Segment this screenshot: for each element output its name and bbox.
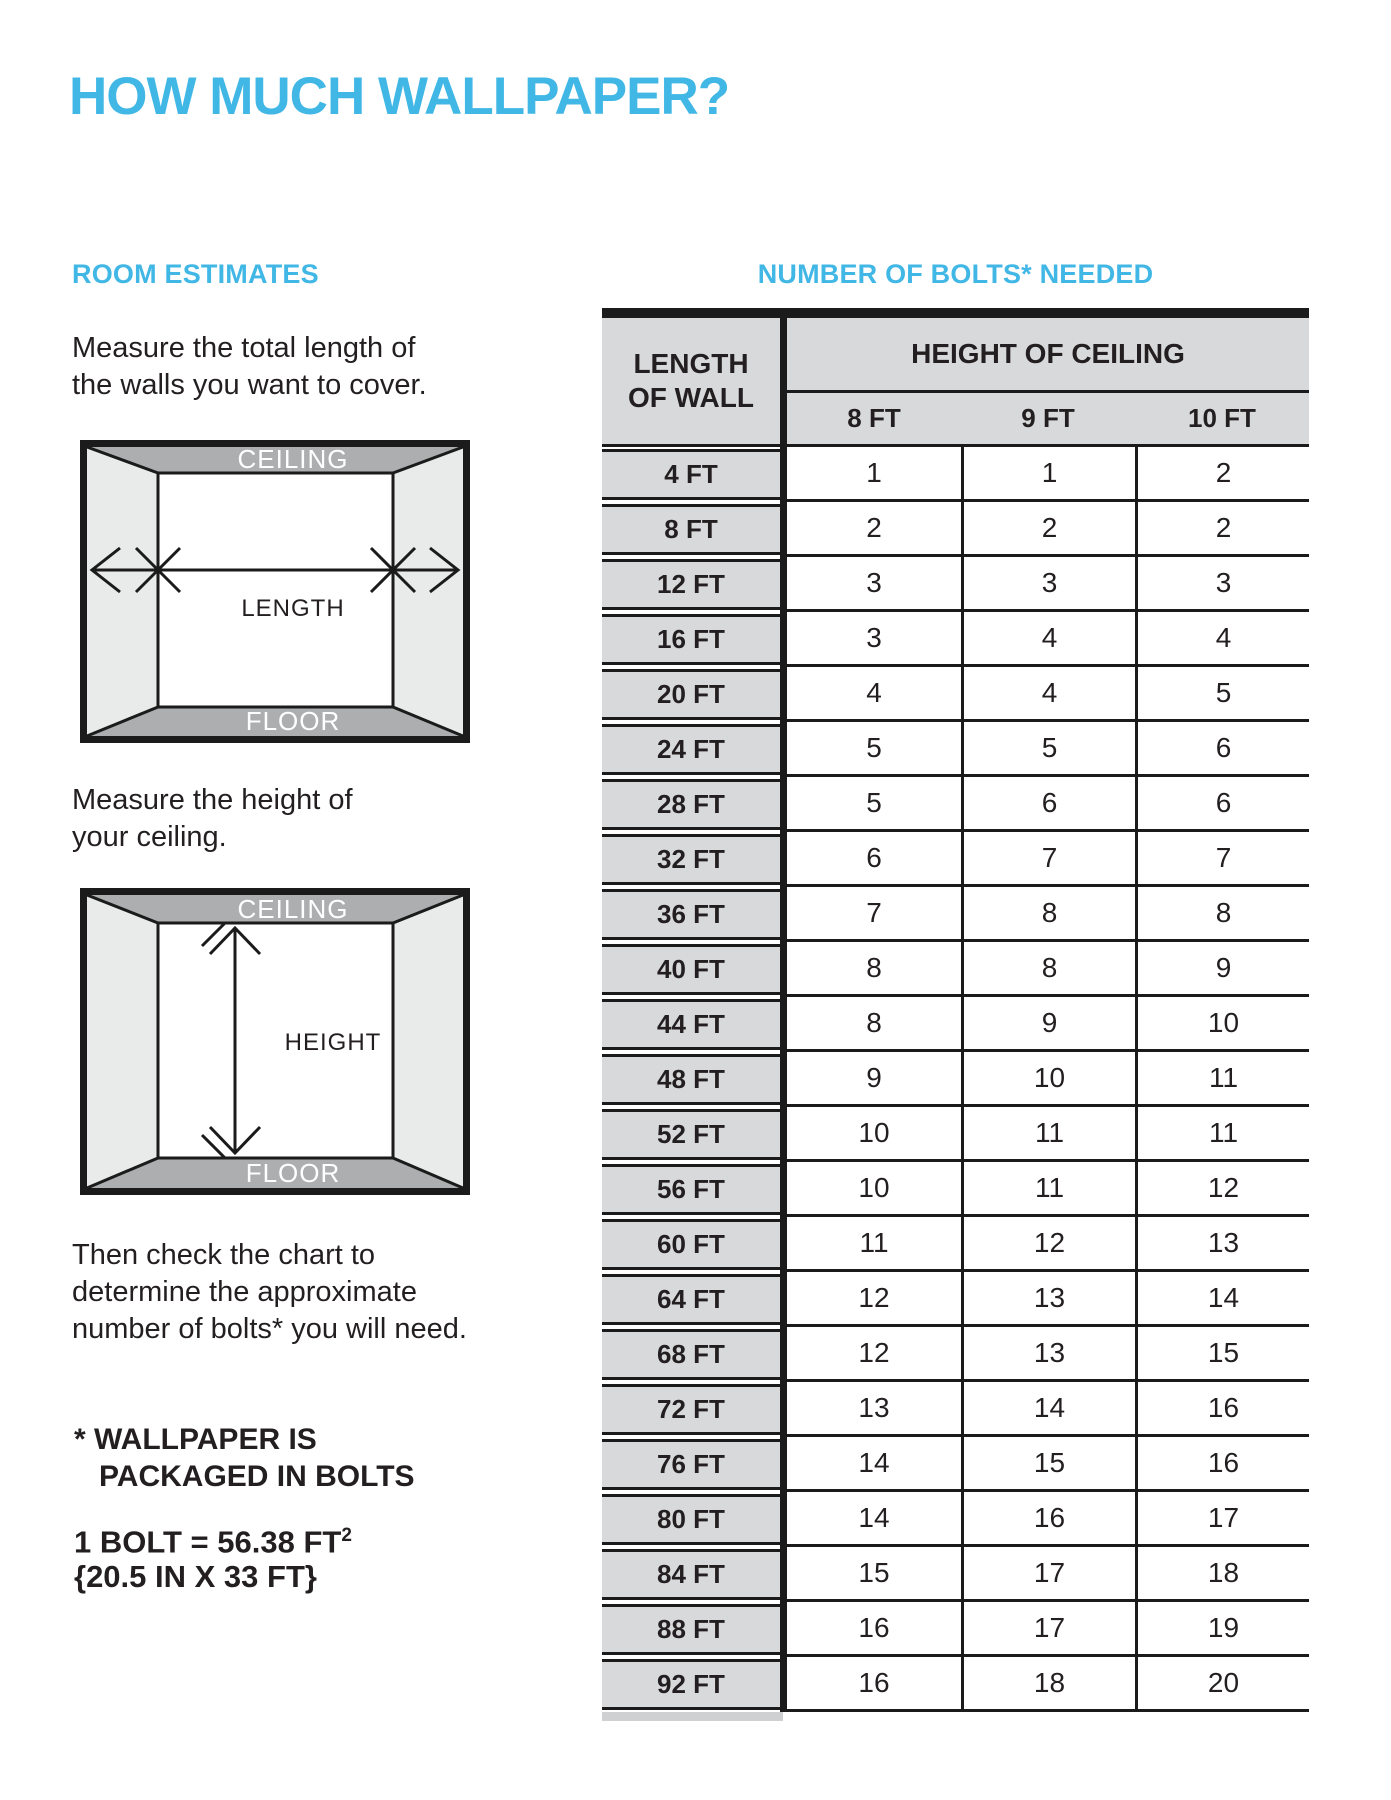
bolt-count-cell: 8 [1135, 887, 1309, 942]
bolt-count-cell: 1 [787, 447, 961, 502]
bolt-count-cell: 4 [961, 612, 1135, 667]
row-values [780, 777, 1309, 832]
bolt-count-cell: 5 [787, 777, 961, 832]
bolt-count-cell: 16 [961, 1492, 1135, 1547]
bolt-count-cell: 2 [1135, 502, 1309, 557]
bolt-count-cell: 3 [961, 557, 1135, 612]
bolt-count-cell: 5 [961, 722, 1135, 777]
table-row [602, 1272, 1309, 1327]
row-values [780, 667, 1309, 722]
wall-length-label: 16 FT [602, 614, 780, 665]
wall-length-label: 88 FT [602, 1604, 780, 1655]
bolt-count-cell: 8 [787, 942, 961, 997]
table-header [602, 318, 1309, 447]
bolt-footnote: * WALLPAPER IS PACKAGED IN BOLTS [74, 1423, 415, 1493]
column-header-9ft: 9 FT [1021, 403, 1075, 433]
bolt-count-cell: 13 [961, 1272, 1135, 1327]
table-row [602, 1602, 1309, 1657]
table-row [602, 557, 1309, 612]
bolt-count-cell: 6 [1135, 777, 1309, 832]
squared-superscript: 2 [341, 1525, 352, 1546]
row-values [780, 1547, 1309, 1602]
row-values [780, 1162, 1309, 1217]
table-row [602, 1107, 1309, 1162]
wall-length-label: 20 FT [602, 669, 780, 720]
table-row [602, 1162, 1309, 1217]
bolt-count-cell: 2 [787, 502, 961, 557]
bolt-count-cell: 13 [961, 1327, 1135, 1382]
bolt-count-cell: 12 [961, 1217, 1135, 1272]
bolt-count-cell: 14 [1135, 1272, 1309, 1327]
bolt-count-cell: 3 [787, 557, 961, 612]
wall-length-label: 36 FT [602, 889, 780, 940]
wall-length-label: 64 FT [602, 1274, 780, 1325]
bolt-count-cell: 17 [1135, 1492, 1309, 1547]
bolt-dimensions: {20.5 IN X 33 FT} [74, 1559, 317, 1595]
bolt-count-cell: 7 [1135, 832, 1309, 887]
bolt-count-cell: 11 [961, 1162, 1135, 1217]
bolt-count-cell: 11 [961, 1107, 1135, 1162]
bolt-count-cell: 12 [787, 1327, 961, 1382]
bolt-count-cell: 16 [787, 1602, 961, 1657]
floor-label: FLOOR [245, 706, 341, 736]
room-estimates-heading: ROOM ESTIMATES [72, 259, 319, 289]
table-row [602, 447, 1309, 502]
bolt-count-cell: 8 [787, 997, 961, 1052]
back-wall [158, 473, 393, 707]
table-row [602, 612, 1309, 667]
table-row [602, 1052, 1309, 1107]
bolt-count-cell: 11 [1135, 1107, 1309, 1162]
bolt-count-cell: 14 [961, 1382, 1135, 1437]
bolt-count-cell: 20 [1135, 1657, 1309, 1712]
bolt-count-cell: 2 [961, 502, 1135, 557]
bolt-size-info [74, 1518, 352, 1594]
wall-length-label: 92 FT [602, 1659, 780, 1710]
wall-length-label: 40 FT [602, 944, 780, 995]
row-values [780, 1602, 1309, 1657]
length-of-wall-header: LENGTH OF WALL [602, 318, 780, 447]
wall-length-label: 72 FT [602, 1384, 780, 1435]
row-values [780, 1052, 1309, 1107]
wall-length-label: 56 FT [602, 1164, 780, 1215]
bolt-count-cell: 5 [1135, 667, 1309, 722]
bolt-count-cell: 18 [1135, 1547, 1309, 1602]
bolt-count-cell: 6 [1135, 722, 1309, 777]
table-row [602, 1492, 1309, 1547]
bolt-count-cell: 10 [787, 1107, 961, 1162]
right-wall [393, 447, 463, 736]
bolt-count-cell: 3 [1135, 557, 1309, 612]
bolt-count-cell: 4 [1135, 612, 1309, 667]
row-values [780, 942, 1309, 997]
wall-length-label: 80 FT [602, 1494, 780, 1545]
table-row [602, 997, 1309, 1052]
row-values [780, 612, 1309, 667]
ceiling-label: CEILING [237, 894, 349, 924]
table-row [602, 1437, 1309, 1492]
instruction-chart: Then check the chart to determine the approximate number of bolts* you will need. [72, 1239, 467, 1345]
wall-length-label: 60 FT [602, 1219, 780, 1270]
bolt-count-cell: 10 [961, 1052, 1135, 1107]
row-values [780, 1492, 1309, 1547]
table-row [602, 942, 1309, 997]
page-title: HOW MUCH WALLPAPER? [69, 67, 730, 126]
row-values [780, 502, 1309, 557]
height-of-ceiling-header: HEIGHT OF CEILING [787, 318, 1309, 393]
bolt-count-cell: 9 [787, 1052, 961, 1107]
row-values [780, 997, 1309, 1052]
table-row [602, 1217, 1309, 1272]
bolt-count-cell: 17 [961, 1602, 1135, 1657]
wall-length-label: 48 FT [602, 1054, 780, 1105]
table-row [602, 667, 1309, 722]
bolt-count-cell: 15 [1135, 1327, 1309, 1382]
bolt-count-cell: 6 [787, 832, 961, 887]
bolt-count-cell: 14 [787, 1437, 961, 1492]
bolt-count-cell: 16 [1135, 1437, 1309, 1492]
bolt-count-cell: 9 [961, 997, 1135, 1052]
column-header-10ft: 10 FT [1188, 403, 1256, 433]
height-label: HEIGHT [284, 1029, 382, 1056]
table-row [602, 1657, 1309, 1712]
bolt-count-cell: 19 [1135, 1602, 1309, 1657]
ceiling-height-diagram [80, 888, 470, 1195]
table-row [602, 1382, 1309, 1437]
bolt-count-cell: 2 [1135, 447, 1309, 502]
row-values [780, 1437, 1309, 1492]
instruction-height: Measure the height of your ceiling. [72, 784, 353, 853]
bolt-equation: 1 BOLT = 56.38 FT [74, 1524, 342, 1560]
row-values [780, 1272, 1309, 1327]
wall-length-label: 28 FT [602, 779, 780, 830]
bolt-count-cell: 9 [1135, 942, 1309, 997]
wall-length-label: 32 FT [602, 834, 780, 885]
left-wall [87, 447, 158, 736]
bolts-table [602, 308, 1309, 1712]
bolt-count-cell: 7 [961, 832, 1135, 887]
table-body [602, 447, 1309, 1712]
wall-length-label: 84 FT [602, 1549, 780, 1600]
wall-length-label: 8 FT [602, 504, 780, 555]
bolt-count-cell: 15 [961, 1437, 1135, 1492]
table-row [602, 832, 1309, 887]
bolt-count-cell: 8 [961, 942, 1135, 997]
bolt-count-cell: 10 [1135, 997, 1309, 1052]
table-row [602, 1327, 1309, 1382]
ceiling-height-columns [787, 393, 1309, 447]
wall-length-label: 44 FT [602, 999, 780, 1050]
row-values [780, 832, 1309, 887]
table-top-bar [602, 308, 1309, 318]
bolt-count-cell: 16 [1135, 1382, 1309, 1437]
bolt-count-cell: 15 [787, 1547, 961, 1602]
bolt-count-cell: 16 [787, 1657, 961, 1712]
floor-label: FLOOR [245, 1158, 341, 1188]
bolt-count-cell: 6 [961, 777, 1135, 832]
row-values [780, 1382, 1309, 1437]
table-row [602, 777, 1309, 832]
bolt-count-cell: 12 [787, 1272, 961, 1327]
bolt-count-cell: 7 [787, 887, 961, 942]
length-label: LENGTH [241, 595, 345, 622]
row-values [780, 722, 1309, 777]
row-values [780, 1107, 1309, 1162]
row-values [780, 447, 1309, 502]
bolt-count-cell: 13 [1135, 1217, 1309, 1272]
wall-length-label: 12 FT [602, 559, 780, 610]
row-values [780, 1327, 1309, 1382]
table-row [602, 502, 1309, 557]
column-header-8ft: 8 FT [847, 403, 901, 433]
wall-length-label: 68 FT [602, 1329, 780, 1380]
table-row [602, 722, 1309, 777]
bolt-count-cell: 4 [961, 667, 1135, 722]
wall-length-label: 4 FT [602, 449, 780, 500]
bolt-count-cell: 11 [787, 1217, 961, 1272]
bolt-count-cell: 10 [787, 1162, 961, 1217]
row-values [780, 887, 1309, 942]
bolt-count-cell: 5 [787, 722, 961, 777]
table-row [602, 887, 1309, 942]
right-wall [393, 895, 463, 1188]
room-length-diagram [80, 440, 470, 743]
row-values [780, 557, 1309, 612]
bolt-count-cell: 1 [961, 447, 1135, 502]
wall-length-label: 24 FT [602, 724, 780, 775]
left-wall [87, 895, 158, 1188]
wall-length-label: 52 FT [602, 1109, 780, 1160]
bolt-count-cell: 18 [961, 1657, 1135, 1712]
instruction-length: Measure the total length of the walls you want to cover. [72, 332, 427, 401]
table-row [602, 1547, 1309, 1602]
bolt-count-cell: 17 [961, 1547, 1135, 1602]
ceiling-label: CEILING [237, 444, 349, 474]
bolts-needed-heading: NUMBER OF BOLTS* NEEDED [757, 259, 1154, 289]
bolt-count-cell: 14 [787, 1492, 961, 1547]
bolt-count-cell: 13 [787, 1382, 961, 1437]
wall-length-label: 76 FT [602, 1439, 780, 1490]
table-bottom-strip [602, 1712, 783, 1721]
bolt-count-cell: 12 [1135, 1162, 1309, 1217]
row-values [780, 1217, 1309, 1272]
bolt-count-cell: 3 [787, 612, 961, 667]
bolt-count-cell: 11 [1135, 1052, 1309, 1107]
row-values [780, 1657, 1309, 1712]
bolt-count-cell: 4 [787, 667, 961, 722]
bolt-count-cell: 8 [961, 887, 1135, 942]
